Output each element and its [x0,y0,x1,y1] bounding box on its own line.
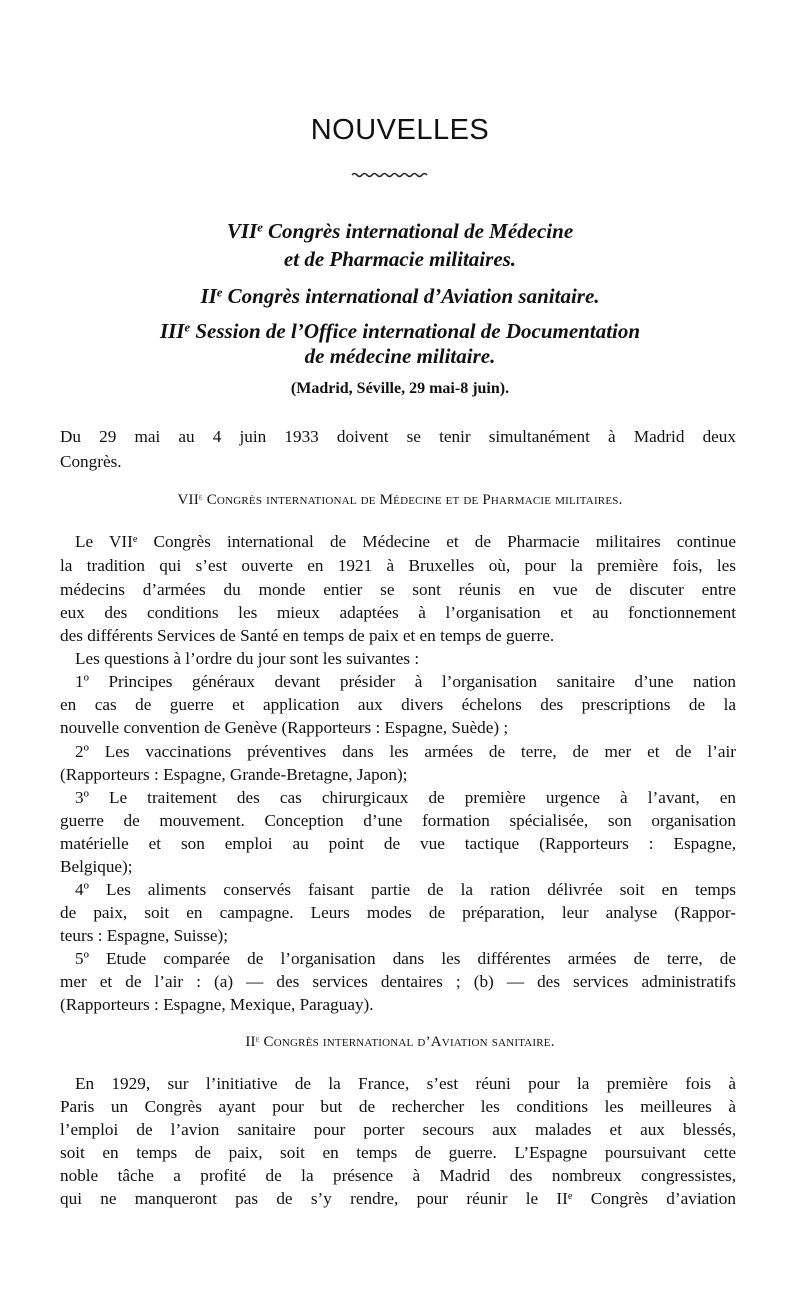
paragraph-line: En 1929, sur l’initiative de la France, s’est réuni pour la première fois à [75,1074,736,1093]
place-and-dates: (Madrid, Séville, 29 mai-8 juin). [290,380,510,397]
list-item-line: matérielle et son emploi au point de vue tactique (Rapporteurs : Espagne, [60,834,736,853]
headline-line-1: VIIe Congrès international de Médecine [226,219,574,243]
list-item-line: de paix, soit en campagne. Leurs modes de préparation, leur analyse (Rappor- [60,903,736,922]
list-item-line: (Rapporteurs : Espagne, Grande-Bretagne, Japon); [60,765,408,784]
paragraph-line: médecins d’armées du monde entier se sont réunis en vue de discuter entre [60,580,736,599]
paragraph-line: Paris un Congrès ayant pour but de rechercher les conditions les meilleures à [60,1097,736,1116]
list-item-line: 4º Les aliments conservés faisant partie de la ration délivrée soit en temps [75,880,736,899]
list-item-line: teurs : Espagne, Suisse); [60,926,229,945]
page-title: NOUVELLES [310,114,490,146]
list-item-line: 2º Les vaccinations préventives dans les armées de terre, de mer et de l’air [75,742,736,761]
list-item-line: mer et de l’air : (a) — des services dentaires ; (b) — des services administratifs [60,972,736,991]
headline-line-3: IIe Congrès international d’Aviation sanitaire. [200,284,600,308]
list-item-line: 1º Principes généraux devant présider à l’organisation sanitaire d’une nation [75,672,736,691]
paragraph-line: l’emploi de l’avion sanitaire pour porter secours aux malades et aux blessés, [60,1120,736,1139]
paragraph-line: noble tâche a profité de la présence à Madrid des nombreux congressistes, [60,1166,736,1185]
paragraph-line: la tradition qui s’est ouverte en 1921 à Bruxelles où, pour la première fois, les [60,556,736,575]
list-item-line: Belgique); [60,857,133,876]
intro-line-2: Congrès. [60,452,122,471]
paragraph-line: eux des conditions les mieux adaptées à l’organisation et au fonctionnement [60,603,736,622]
section-heading-medecine: VIIe Congrès international de Médecine et de Pharmacie militaires. [177,491,623,508]
headline-line-2: et de Pharmacie militaires. [283,247,517,271]
headline-line-4: IIIe Session de l’Office international de Documentation [159,319,641,343]
intro-line-1: Du 29 mai au 4 juin 1933 doivent se tenir simultanément à Madrid deux [60,427,736,446]
paragraph-line: qui ne manqueront pas de s’y rendre, pour réunir le IIe Congrès d’aviation [60,1189,736,1208]
list-item-line: (Rapporteurs : Espagne, Mexique, Paraguay). [60,995,374,1014]
paragraph-line: Les questions à l’ordre du jour sont les suivantes : [75,649,420,668]
wavy-divider [350,170,430,180]
paragraph-line: soit en temps de paix, soit en temps de guerre. L’Espagne poursuivant cette [60,1143,736,1162]
list-item-line: 3º Le traitement des cas chirurgicaux de première urgence à l’avant, en [75,788,736,807]
headline-line-5: de médecine militaire. [304,344,496,368]
list-item-line: en cas de guerre et application aux divers échelons des prescriptions de la [60,695,736,714]
paragraph-line: des différents Services de Santé en temps de paix et en temps de guerre. [60,626,555,645]
list-item-line: guerre de mouvement. Conception d’une formation spécialisée, son organisation [60,811,736,830]
paragraph-line: Le VIIe Congrès international de Médecine et de Pharmacie militaires continue [75,532,736,551]
list-item-line: nouvelle convention de Genève (Rapporteurs : Espagne, Suède) ; [60,718,509,737]
section-heading-aviation: IIe Congrès international d’Aviation sanitaire. [245,1033,555,1050]
list-item-line: 5º Etude comparée de l’organisation dans les différentes armées de terre, de [75,949,736,968]
